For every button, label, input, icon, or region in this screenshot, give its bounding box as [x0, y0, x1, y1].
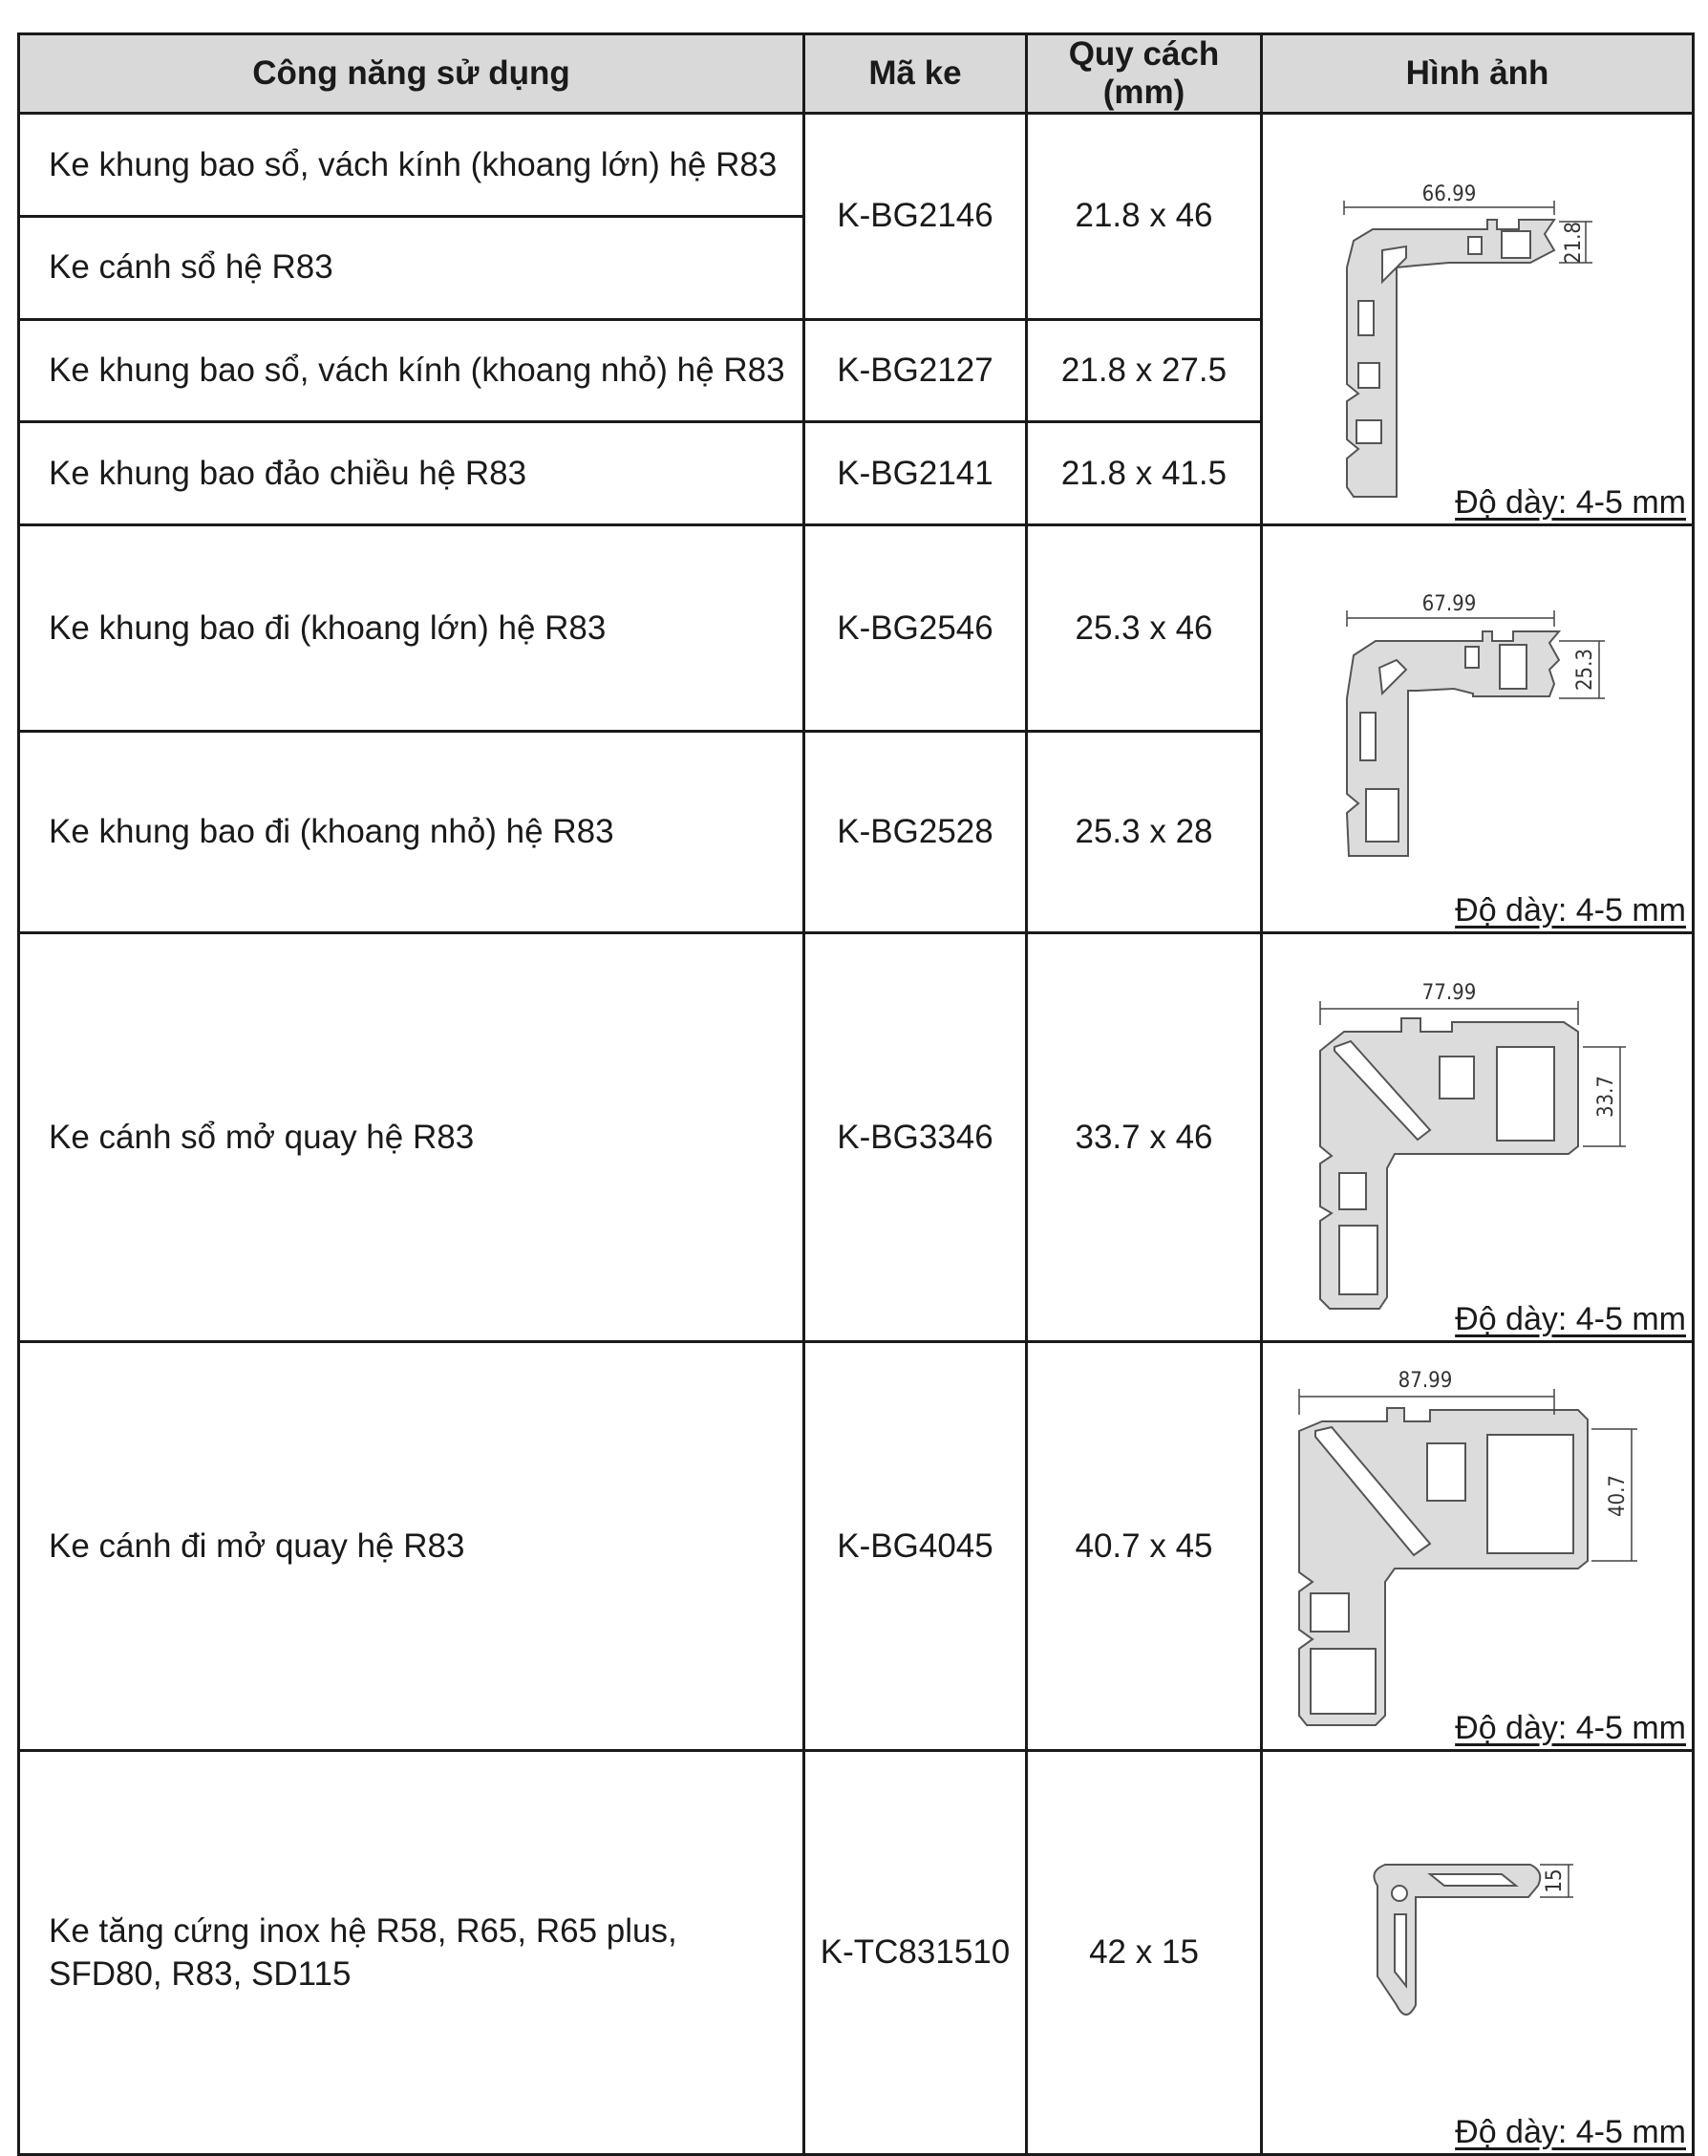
- thickness-note: Độ dày: 4-5 mm: [1455, 892, 1686, 929]
- table-row: [19, 525, 1694, 732]
- code-cell: K-BG4045: [804, 1342, 1027, 1751]
- image-cell: [1262, 1751, 1694, 2155]
- image-cell: [1262, 525, 1694, 933]
- table-row: [19, 1342, 1694, 1751]
- header-function: Công năng sử dụng: [19, 34, 804, 114]
- height-dimension: 21.8: [1562, 221, 1586, 265]
- function-cell: [19, 1751, 804, 2155]
- spec-cell: 21.8 x 46: [1027, 114, 1262, 320]
- function-cell: Ke khung bao đảo chiều hệ R83: [19, 422, 804, 525]
- function-cell: Ke cánh đi mở quay hệ R83: [19, 1342, 804, 1751]
- table-row: [19, 933, 1694, 1342]
- function-line: SFD80, R83, SD115: [49, 1955, 352, 1993]
- function-cell: Ke khung bao đi (khoang nhỏ) hệ R83: [19, 732, 804, 933]
- header-image: Hình ảnh: [1262, 34, 1694, 114]
- spec-cell: 33.7 x 46: [1027, 933, 1262, 1342]
- height-dimension: 15: [1543, 1868, 1567, 1893]
- code-cell: K-BG2546: [804, 525, 1027, 732]
- thickness-note: Độ dày: 4-5 mm: [1455, 2114, 1686, 2150]
- image-cell: [1262, 114, 1694, 525]
- function-cell: Ke khung bao sổ, vách kính (khoang lớn) hệ R83: [19, 114, 804, 217]
- profile-drawing-3: [1263, 934, 1695, 1340]
- function-cell: Ke khung bao sổ, vách kính (khoang nhỏ) hệ R83: [19, 319, 804, 422]
- table-row: [19, 114, 1694, 217]
- thickness-note: Độ dày: 4-5 mm: [1455, 1301, 1686, 1337]
- width-dimension: 66.99: [1421, 182, 1477, 206]
- profile-drawing-1: [1263, 115, 1695, 523]
- spec-cell: 42 x 15: [1027, 1751, 1262, 2155]
- height-dimension: 25.3: [1573, 648, 1597, 692]
- profile-drawing-2: [1263, 526, 1695, 931]
- code-cell: K-TC831510: [804, 1751, 1027, 2155]
- function-cell: Ke cánh sổ mở quay hệ R83: [19, 933, 804, 1342]
- function-cell: Ke khung bao đi (khoang lớn) hệ R83: [19, 525, 804, 732]
- profile-drawing-5: [1263, 1752, 1695, 2153]
- header-spec: Quy cách (mm): [1027, 34, 1262, 114]
- height-dimension: 33.7: [1594, 1075, 1618, 1119]
- bracket-spec-table: [17, 32, 1695, 2156]
- thickness-note: Độ dày: 4-5 mm: [1455, 1710, 1686, 1746]
- spec-cell: 25.3 x 46: [1027, 525, 1262, 732]
- header-row: [19, 34, 1694, 114]
- table-row: [19, 1751, 1694, 2155]
- spec-cell: 21.8 x 27.5: [1027, 319, 1262, 422]
- width-dimension: 77.99: [1421, 981, 1477, 1005]
- spec-cell: 21.8 x 41.5: [1027, 422, 1262, 525]
- image-cell: [1262, 1342, 1694, 1751]
- code-cell: K-BG2141: [804, 422, 1027, 525]
- code-cell: K-BG3346: [804, 933, 1027, 1342]
- height-dimension: 40.7: [1606, 1474, 1630, 1518]
- code-cell: K-BG2528: [804, 732, 1027, 933]
- function-line: Ke tăng cứng inox hệ R58, R65, R65 plus,: [49, 1911, 677, 1950]
- width-dimension: 67.99: [1421, 592, 1477, 616]
- spec-cell: 40.7 x 45: [1027, 1342, 1262, 1751]
- spec-cell: 25.3 x 28: [1027, 732, 1262, 933]
- function-cell: Ke cánh sổ hệ R83: [19, 216, 804, 319]
- thickness-note: Độ dày: 4-5 mm: [1455, 484, 1686, 521]
- width-dimension: 87.99: [1398, 1369, 1453, 1393]
- code-cell: K-BG2146: [804, 114, 1027, 320]
- profile-drawing-4: [1263, 1343, 1695, 1749]
- code-cell: K-BG2127: [804, 319, 1027, 422]
- image-cell: [1262, 933, 1694, 1342]
- header-code: Mã ke: [804, 34, 1027, 114]
